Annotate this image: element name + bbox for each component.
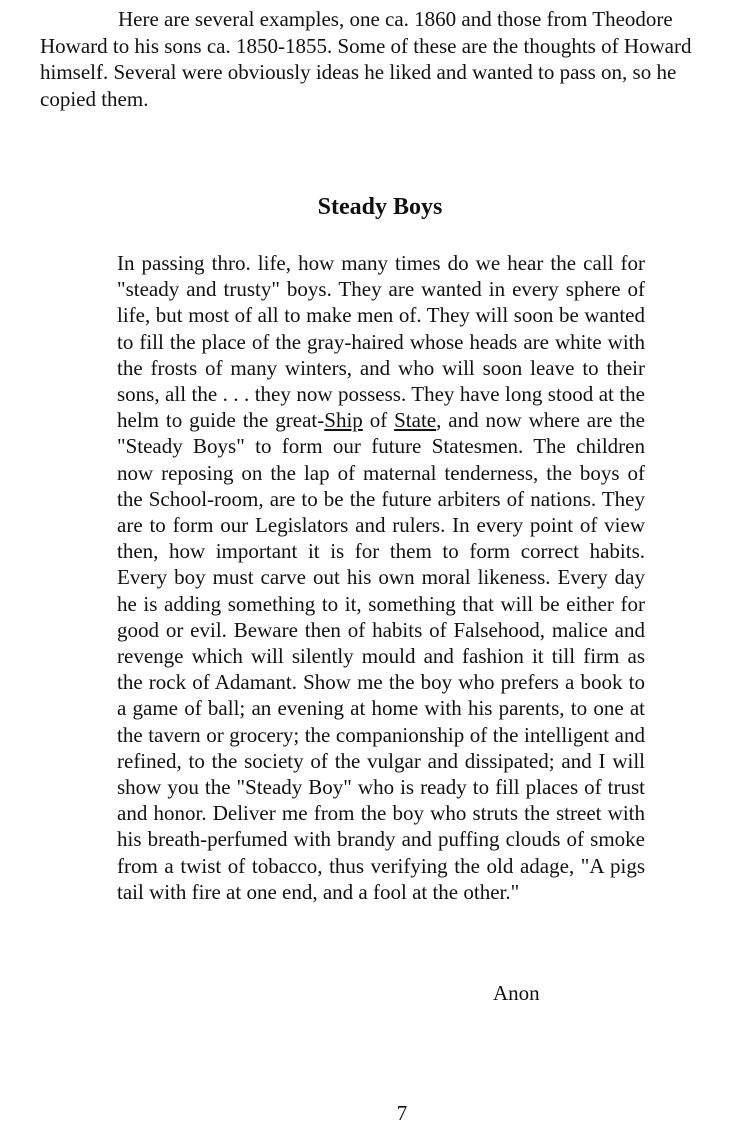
essay-text-part-1: In passing thro. life, how many times do we hear the call for "steady and trusty" boys. They are wanted in every sphere of life, but most of all to make men of. They will soon be wanted to fill the place of the gray-haired whose heads are white with the frosts of many winters, and who will soon leave to their sons, all the . . . they now possess. They have long stood at the helm to guide the great- (117, 251, 645, 433)
essay-text-part-3: , and now where are the "Steady Boys" to form our future Statesmen. The children now reposing on the lap of maternal tenderness, the boys of the School-room, are to be the future arbiters of nations. They are to form our Legislators and rulers. In every point of view then, how important it is for them to form correct habits. Every boy must carve out his own moral likeness. Every day he is adding something to it, something that will be either for good or evil. Beware then of habits of Falsehood, malice and revenge which will silently mould and fashion it till firm as the rock of Adamant. Show me the boy who prefers a book to a game of ball; an evening at home with his parents, to one at the tavern or grocery; the companionship of the intelligent and refined, to the society of the vulgar and dissipated; and I will show you the "Steady Boy" who is ready to fill places of trust and honor. Deliver me from the boy who struts the street with his breath-perfumed with brandy and puffing clouds of smoke from a twist of tobacco, thus verifying the old adage, "A pigs tail with fire at one end, and a fool at the other." (117, 408, 646, 904)
page-number: 7 (396, 1101, 408, 1125)
underlined-word-ship: Ship (324, 408, 363, 433)
essay-author: Anon (493, 981, 540, 1005)
underlined-word-state: State (394, 408, 437, 433)
essay-body (117, 250, 645, 905)
essay-title: Steady Boys (317, 194, 443, 220)
essay-text-part-2: of (362, 408, 395, 433)
intro-paragraph: Here are several examples, one ca. 1860 and those from Theodore Howard to his sons ca. 1850-1855. Some of these are the thoughts of Howard himself. Several were obviously ideas he liked and wanted to pass on, so he copied them. (40, 7, 692, 111)
